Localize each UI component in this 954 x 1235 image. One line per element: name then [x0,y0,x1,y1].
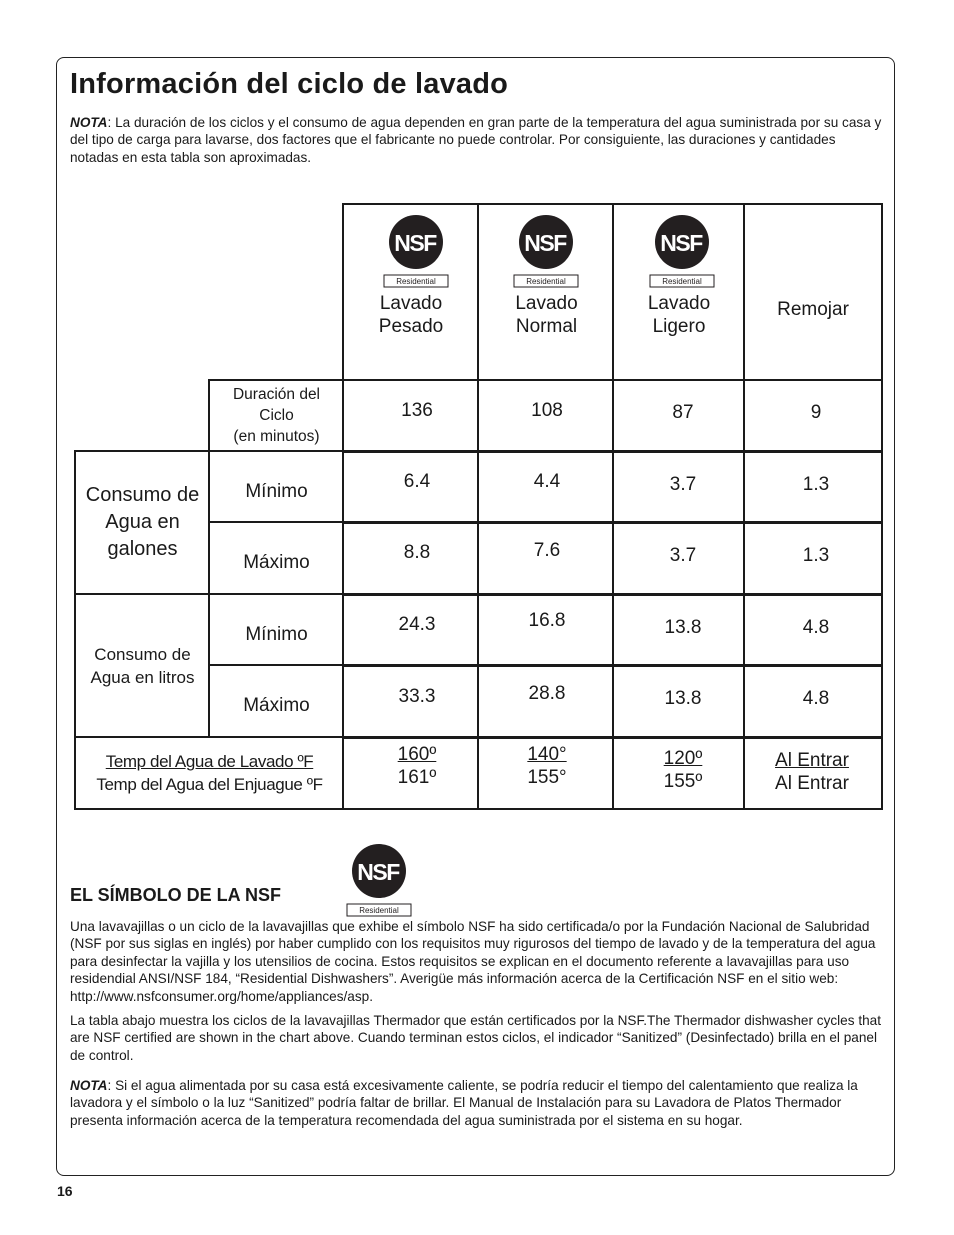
value-cell [612,736,745,810]
nsf-mark: NSF [524,230,566,256]
liters-group-label: Consumo de Agua en litros [90,645,195,687]
nsf-residential-label: Residential [396,277,436,286]
gallons-min-ligero: 3.7 [669,473,697,495]
value-cell [612,521,745,596]
temp-wash-label: Temp del Agua de Lavado ºF [105,752,314,771]
value-cell [612,379,745,453]
value-cell [477,664,614,739]
duration-label: Duración del Ciclo (en minutos) [232,385,321,445]
liters-min-remojar: 4.8 [802,616,830,638]
liters-max-normal: 28.8 [528,682,566,704]
header-cell [743,203,883,381]
temp-ligero: 120º 155º [663,748,703,792]
gallons-min-remojar: 1.3 [802,473,830,495]
group-cell [74,450,210,595]
col-header-ligero: Lavado Ligero [647,293,711,337]
nsf-residential-icon [346,843,412,922]
page-title: Información del ciclo de lavado [70,68,509,100]
value-cell [342,450,479,524]
intro-note-label: NOTA [70,115,108,130]
value-cell [743,664,883,739]
value-cell [342,379,479,453]
gallons-min-normal: 4.4 [533,470,561,492]
nsf-note [70,1077,885,1129]
label-cell [74,736,344,810]
liters-max-ligero: 13.8 [664,687,702,709]
gallons-min-label: Mínimo [245,480,308,502]
col-header-remojar: Remojar [777,298,849,320]
liters-max-pesado: 33.3 [398,685,436,707]
value-cell [743,450,883,524]
liters-max-label: Máximo [243,694,310,716]
value-cell [612,664,745,739]
nsf-paragraph-1: Una lavavajillas o un ciclo de la lavavajillas que exhibe el símbolo NSF ha sido certificada/o por la Fundación Nacional de Salubridad (NSF por sus siglas en inglés) por haber cumplido con los requisitos muy rigurosos del tiempo de lavado y de la temperatura del agua para desinfectar la vajilla y los utensilios de cocina. Estos requisitos se explican en el documento referente a lavavajillas para uso residendial ANSI/NSF 184, “Residential Dishwashers”. Averigüe más información acerca de la Certificación NSF en el sitio web: http://www.nsfconsumer.org/home/appliances/asp. [70,919,876,1004]
duration-normal: 108 [531,399,563,421]
liters-min-ligero: 13.8 [664,616,702,638]
duration-ligero: 87 [672,401,694,423]
nsf-note-text: : Si el agua alimentada por su casa está excesivamente caliente, se podría reducir el tiempo del calentamiento que realiza la lavadora y el símbolo o la luz “Sanitized” podría faltar de brillar. El Manual de Instalación para su Lavadora de Platos Thermador presenta información acerca de la temperatura recomendada del agua suministrada por el sistema en su hogar. [70,1078,858,1128]
intro-note-text: : La duración de los ciclos y el consumo de agua dependen en gran parte de la temperatura del agua suministrada por su casa y del tipo de carga para lavarse, dos factores que el fabricante no puede controlar. Por consiguiente, las duraciones y cantidades notadas en esta tabla son aproximadas. [70,115,882,165]
value-cell [743,736,883,810]
temp-pesado: 160º 161º [397,744,437,788]
value-cell [743,593,883,667]
temp-normal: 140° 155° [527,744,567,788]
value-cell [342,521,479,596]
header-cell [477,203,614,381]
nsf-mark: NSF [660,230,702,256]
liters-min-normal: 16.8 [528,609,566,631]
duration-pesado: 136 [401,399,433,421]
nsf-section-heading: EL SÍMBOLO DE LA NSF [70,885,282,905]
value-cell [342,664,479,739]
liters-max-remojar: 4.8 [802,687,830,709]
gallons-max-ligero: 3.7 [669,544,697,566]
gallons-max-remojar: 1.3 [802,544,830,566]
label-cell [208,521,344,595]
nsf-mark: NSF [357,859,399,885]
label-cell [208,379,344,452]
header-cell [342,203,479,381]
label-cell [208,450,344,523]
value-cell [743,521,883,596]
gallons-max-label: Máximo [243,551,310,573]
value-cell [477,450,614,524]
gallons-max-pesado: 8.8 [403,541,431,563]
intro-note [70,114,885,166]
label-cell [208,664,344,738]
value-cell [477,736,614,810]
liters-min-label: Mínimo [245,623,308,645]
value-cell [612,450,745,524]
header-cell [612,203,745,381]
nsf-paragraph-2: La tabla abajo muestra los ciclos de la lavavajillas Thermador que están certificados por la NSF.The Thermador dishwasher cycles that are NSF certified are shown in the chart above. Cuando terminan estos ciclos, el indicador “Sanitized” (Desinfectado) brilla en el panel de control. [70,1013,881,1063]
page-number: 16 [57,1183,73,1199]
gallons-max-normal: 7.6 [533,539,561,561]
duration-remojar: 9 [810,401,822,423]
gallons-min-pesado: 6.4 [403,470,431,492]
group-cell [74,593,210,738]
col-header-pesado: Lavado Pesado [378,293,444,337]
label-cell [208,593,344,666]
nsf-residential-label: Residential [359,906,399,915]
nsf-mark: NSF [394,230,436,256]
temp-remojar: Al Entrar Al Entrar [775,750,849,794]
value-cell [342,736,479,810]
gallons-group-label: Consumo de Agua en galones [85,483,200,560]
liters-min-pesado: 24.3 [398,613,436,635]
value-cell [477,379,614,453]
col-header-normal: Lavado Normal [515,293,578,337]
nsf-residential-label: Residential [662,277,702,286]
nsf-residential-label: Residential [526,277,566,286]
value-cell [477,521,614,596]
value-cell [477,593,614,667]
value-cell [612,593,745,667]
value-cell [743,379,883,453]
nsf-note-label: NOTA [70,1078,108,1093]
value-cell [342,593,479,667]
temp-rinse-label: Temp del Agua del Enjuague ºF [96,775,323,794]
